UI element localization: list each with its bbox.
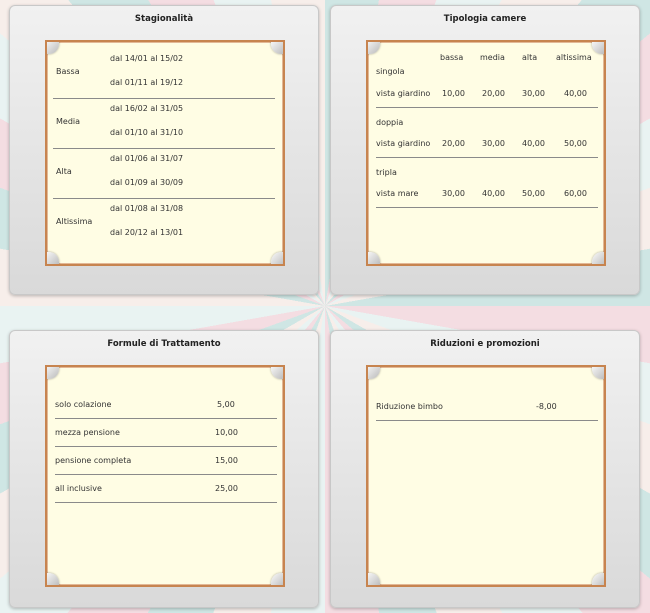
season-range: dal 16/02 al 31/05 xyxy=(110,104,184,113)
board-row xyxy=(55,484,277,503)
season-range: dal 01/06 al 31/07 xyxy=(110,154,184,163)
price-cell: 30,00 xyxy=(522,89,545,98)
board-label: pensione completa xyxy=(55,456,132,465)
season-range: dal 01/08 al 31/08 xyxy=(110,204,184,213)
season-range: dal 01/11 al 19/12 xyxy=(110,78,184,87)
room-types-card xyxy=(366,40,606,266)
season-row xyxy=(53,98,275,149)
board-price: 5,00 xyxy=(217,400,235,409)
price-cell: 10,00 xyxy=(442,89,465,98)
room-types-panel xyxy=(330,5,640,295)
room-row xyxy=(376,189,598,208)
season-range: dal 01/09 al 30/09 xyxy=(110,178,184,187)
season-name: Alta xyxy=(56,167,72,176)
price-cell: 30,00 xyxy=(442,189,465,198)
room-type: singola xyxy=(376,67,405,76)
price-cell: 40,00 xyxy=(482,189,505,198)
season-range: dal 20/12 al 13/01 xyxy=(110,228,184,237)
room-option: vista mare xyxy=(376,189,419,198)
corner-tab xyxy=(45,365,59,379)
price-cell: 60,00 xyxy=(564,189,587,198)
room-type: doppia xyxy=(376,118,404,127)
board-row xyxy=(55,400,277,419)
board-price: 15,00 xyxy=(215,456,238,465)
room-option: vista giardino xyxy=(376,139,431,148)
reductions-panel xyxy=(330,330,640,608)
board-price: 25,00 xyxy=(215,484,238,493)
price-cell: 50,00 xyxy=(522,189,545,198)
price-cell: 30,00 xyxy=(482,139,505,148)
panel-title: Formule di Trattamento xyxy=(107,339,221,349)
room-row xyxy=(376,89,598,108)
corner-tab xyxy=(366,365,380,379)
reductions-card xyxy=(366,365,606,587)
season-name: Bassa xyxy=(56,67,80,76)
room-option: vista giardino xyxy=(376,89,431,98)
corner-tab xyxy=(271,365,285,379)
corner-tab xyxy=(366,573,380,587)
panel-title: Tipologia camere xyxy=(443,14,527,24)
corner-tab xyxy=(45,573,59,587)
corner-tab xyxy=(592,365,606,379)
corner-tab xyxy=(366,252,380,266)
board-price: 10,00 xyxy=(215,428,238,437)
board-label: all inclusive xyxy=(55,484,102,493)
board-panel xyxy=(9,330,319,608)
price-cell: 50,00 xyxy=(564,139,587,148)
board-row xyxy=(55,456,277,475)
panel-title: Riduzioni e promozioni xyxy=(430,339,540,349)
season-name: Media xyxy=(56,117,81,126)
reduction-label: Riduzione bimbo xyxy=(376,402,443,411)
panel-title: Stagionalità xyxy=(134,14,194,24)
price-cell: 20,00 xyxy=(442,139,465,148)
board-label: solo colazione xyxy=(55,400,112,409)
season-row xyxy=(53,148,275,199)
corner-tab xyxy=(271,252,285,266)
column-header: media xyxy=(480,53,505,62)
corner-tab xyxy=(592,573,606,587)
season-row xyxy=(53,48,275,99)
season-name: Altissima xyxy=(56,217,93,226)
seasonality-panel xyxy=(9,5,319,295)
corner-tab xyxy=(366,40,380,54)
column-header: alta xyxy=(522,53,538,62)
season-range: dal 01/10 al 31/10 xyxy=(110,128,184,137)
price-cell: 40,00 xyxy=(564,89,587,98)
board-card xyxy=(45,365,285,587)
room-row xyxy=(376,139,598,158)
price-cell: 40,00 xyxy=(522,139,545,148)
corner-tab xyxy=(592,40,606,54)
column-header: altissima xyxy=(556,53,592,62)
season-row xyxy=(53,198,275,248)
reduction-value: -8,00 xyxy=(536,402,557,411)
seasonality-card xyxy=(45,40,285,266)
corner-tab xyxy=(271,573,285,587)
reduction-row xyxy=(376,402,598,421)
column-header: bassa xyxy=(440,53,464,62)
price-cell: 20,00 xyxy=(482,89,505,98)
board-label: mezza pensione xyxy=(55,428,120,437)
corner-tab xyxy=(45,252,59,266)
board-row xyxy=(55,428,277,447)
corner-tab xyxy=(592,252,606,266)
season-range: dal 14/01 al 15/02 xyxy=(110,54,184,63)
room-type: tripla xyxy=(376,168,397,177)
